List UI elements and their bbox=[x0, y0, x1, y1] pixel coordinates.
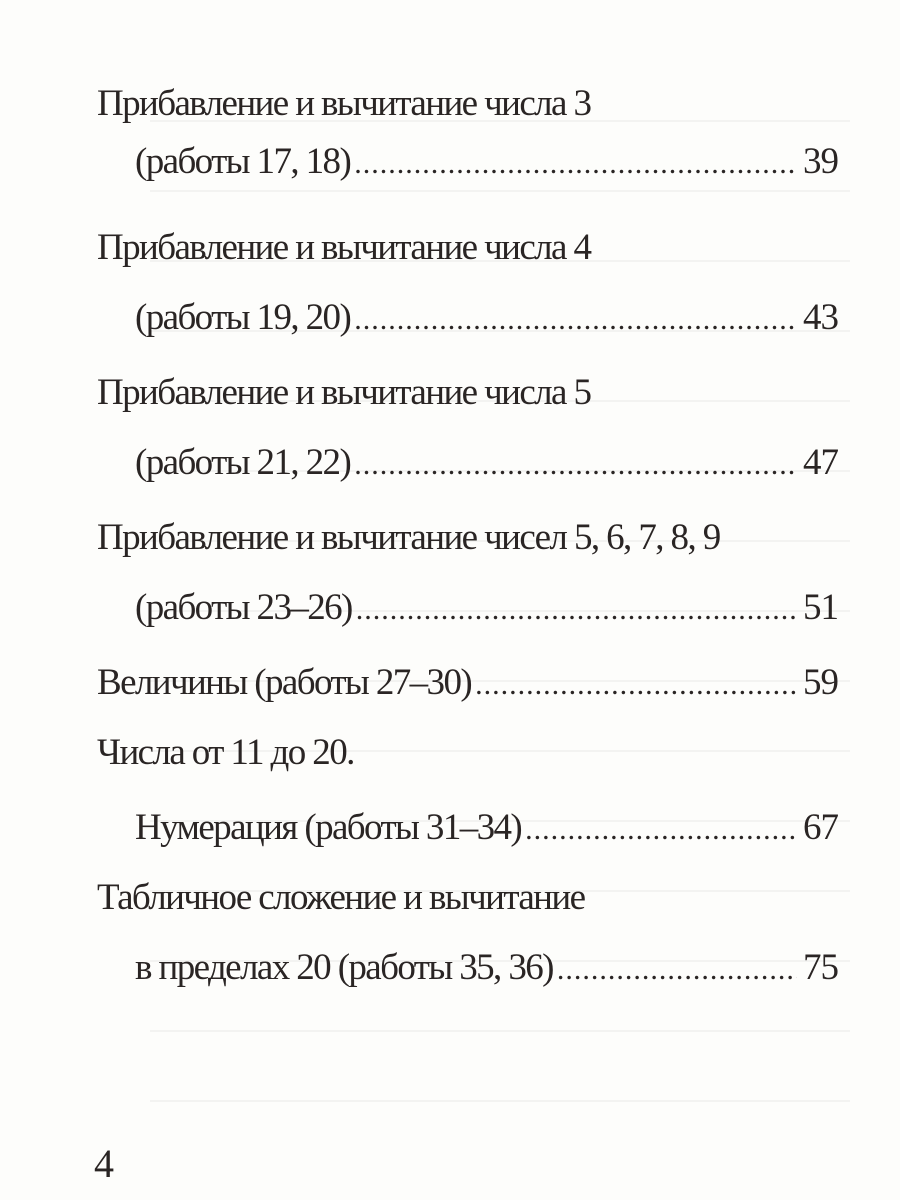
toc-title: Прибавление и вычитание числа 4 bbox=[97, 227, 591, 268]
toc-entry-line[interactable] bbox=[135, 806, 838, 850]
dot-leader bbox=[354, 303, 797, 337]
toc-page-number: 47 bbox=[803, 442, 838, 483]
toc-entry-line[interactable] bbox=[135, 441, 838, 485]
toc-entry-title bbox=[97, 371, 838, 415]
toc-title: Прибавление и вычитание чисел 5, 6, 7, 8, 9 bbox=[97, 517, 720, 558]
toc-entry-title bbox=[97, 876, 838, 920]
toc-entry-title bbox=[97, 731, 838, 775]
toc-page-number: 43 bbox=[803, 297, 838, 338]
dot-leader bbox=[475, 668, 797, 702]
toc-subtitle: (работы 21, 22) bbox=[135, 442, 351, 483]
dot-leader bbox=[354, 147, 797, 181]
toc-page-number: 67 bbox=[803, 807, 838, 848]
dot-leader bbox=[525, 813, 797, 847]
toc-subtitle: (работы 17, 18) bbox=[135, 141, 351, 182]
toc-page-number: 75 bbox=[803, 947, 838, 988]
toc-page-number: 59 bbox=[803, 662, 838, 703]
toc-page-number: 39 bbox=[803, 141, 838, 182]
dot-leader bbox=[354, 448, 797, 482]
toc-entry-title bbox=[97, 82, 838, 126]
toc-subtitle: (работы 23–26) bbox=[135, 587, 352, 628]
toc-subtitle: в пределах 20 (работы 35, 36) bbox=[135, 947, 553, 988]
toc-entry-line[interactable] bbox=[97, 661, 838, 705]
dot-leader bbox=[356, 593, 797, 627]
toc-entry-line[interactable] bbox=[135, 946, 838, 990]
toc-entry-title bbox=[97, 226, 838, 270]
toc-entry-title bbox=[97, 516, 838, 560]
toc-entry-line[interactable] bbox=[135, 140, 838, 184]
toc-subtitle: Нумерация (работы 31–34) bbox=[135, 807, 522, 848]
toc-title: Прибавление и вычитание числа 5 bbox=[97, 372, 591, 413]
toc-title: Величины (работы 27–30) bbox=[97, 662, 472, 703]
toc-subtitle: (работы 19, 20) bbox=[135, 297, 351, 338]
toc-page-number: 51 bbox=[803, 587, 838, 628]
page-number: 4 bbox=[94, 1141, 114, 1186]
toc-title: Числа от 11 до 20. bbox=[97, 732, 354, 773]
toc-entry-line[interactable] bbox=[135, 296, 838, 340]
dot-leader bbox=[557, 953, 797, 987]
toc-title: Прибавление и вычитание числа 3 bbox=[97, 83, 591, 124]
toc-entry-line[interactable] bbox=[135, 586, 838, 630]
toc-title: Табличное сложение и вычитание bbox=[97, 877, 585, 918]
